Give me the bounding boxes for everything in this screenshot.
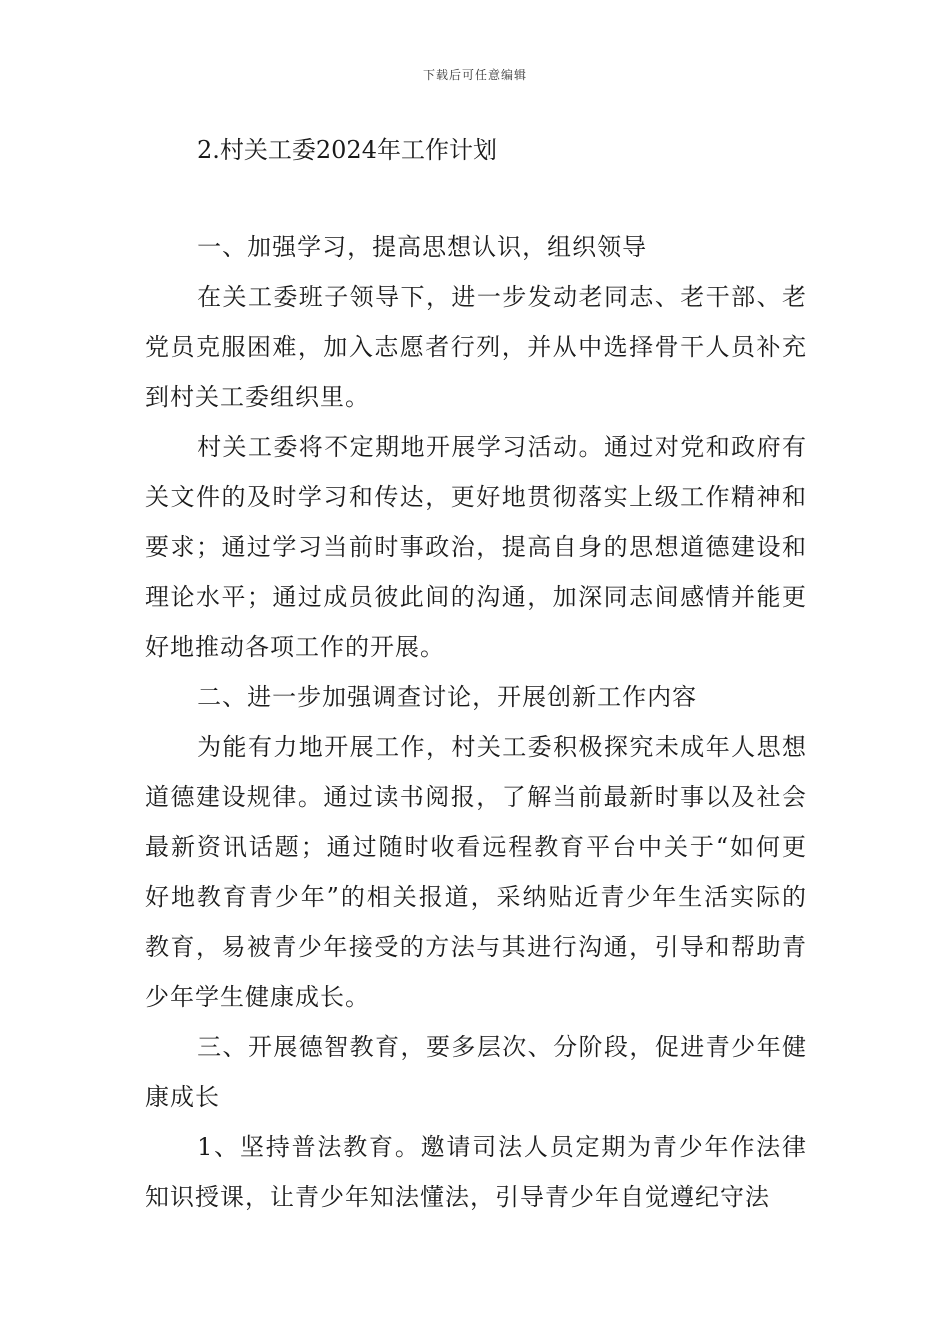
document-body — [145, 222, 807, 1222]
section-heading-3: 三、开展德智教育，要多层次、分阶段，促进青少年健康成长 — [145, 1033, 807, 1111]
paragraph: 在关工委班子领导下，进一步发动老同志、老干部、老党员克服困难，加入志愿者行列，并从中选择骨干人员补充到村关工委组织里。 — [145, 283, 807, 411]
section-heading-1: 一、加强学习，提高思想认识，组织领导 — [197, 233, 648, 261]
paragraph: 村关工委将不定期地开展学习活动。通过对党和政府有关文件的及时学习和传达，更好地贯彻落实上级工作精神和要求；通过学习当前时事政治，提高自身的思想道德建设和理论水平；通过成员彼此间的沟通，加深同志间感情并能更好地推动各项工作的开展。 — [145, 433, 807, 661]
section-heading-2: 二、进一步加强调查讨论，开展创新工作内容 — [197, 683, 698, 711]
header-note: 下载后可任意编辑 — [422, 68, 527, 82]
paragraph: 为能有力地开展工作，村关工委积极探究未成年人思想道德建设规律。通过读书阅报，了解当前最新时事以及社会最新资讯话题；通过随时收看远程教育平台中关于“如何更好地教育青少年”的相关报道，采纳贴近青少年生活实际的教育，易被青少年接受的方法与其进行沟通，引导和帮助青少年学生健康成长。 — [145, 733, 807, 1011]
document-title: 2.村关工委2024年工作计划 — [197, 136, 497, 164]
paragraph: 1、坚持普法教育。邀请司法人员定期为青少年作法律知识授课，让青少年知法懂法，引导青少年自觉遵纪守法 — [145, 1133, 807, 1211]
